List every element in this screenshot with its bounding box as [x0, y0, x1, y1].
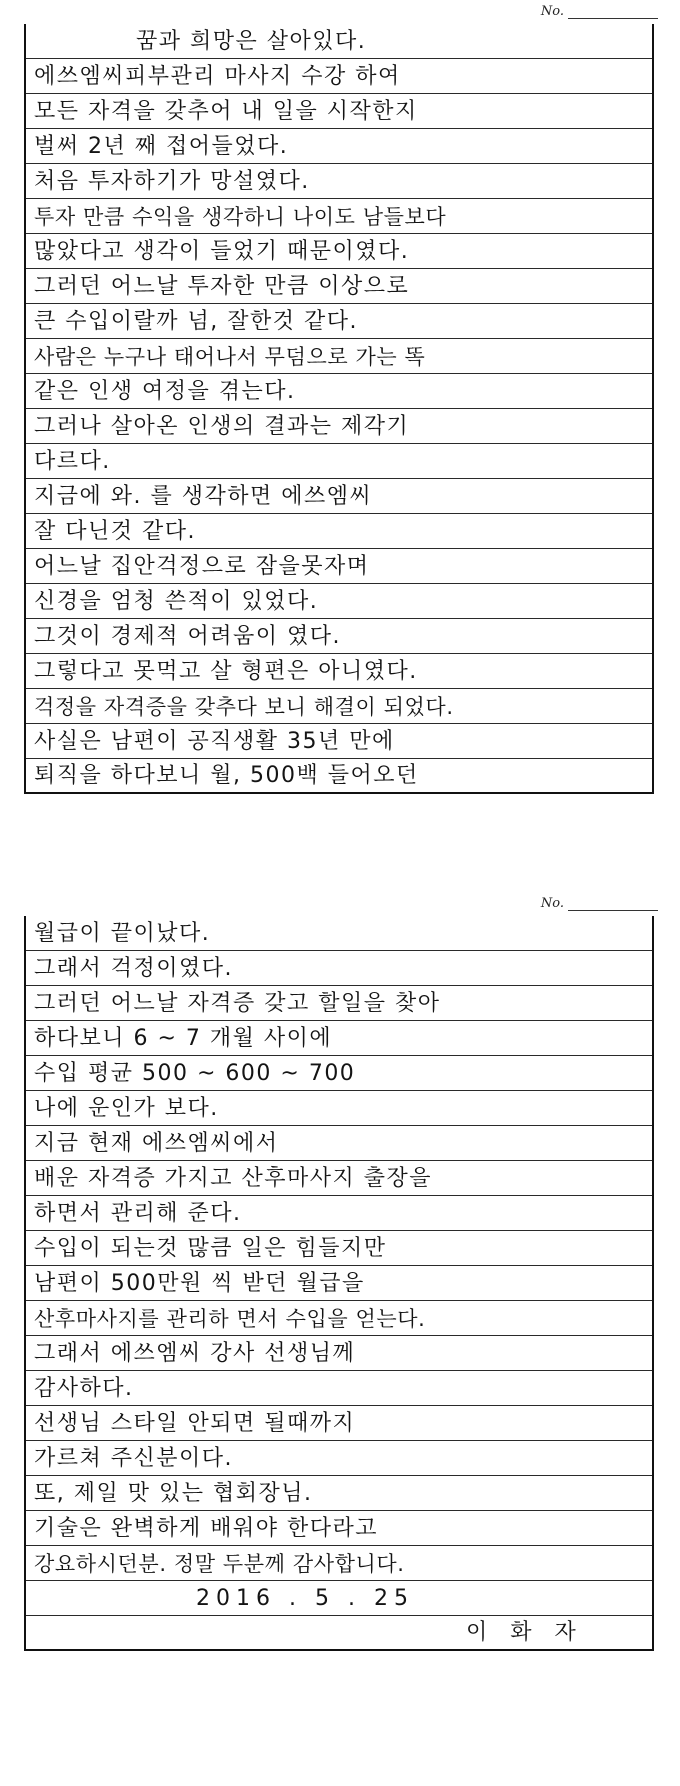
ruled-line — [26, 374, 652, 409]
sheet-2 — [24, 896, 654, 1651]
ruled-line — [26, 514, 652, 549]
ruled-line — [26, 164, 652, 199]
handwritten-line: 그러나 살아온 인생의 결과는 제각기 — [34, 414, 410, 439]
ruled-line — [26, 269, 652, 304]
ruled-line — [26, 1476, 652, 1511]
ruled-line — [26, 1266, 652, 1301]
ruled-line — [26, 199, 652, 234]
ruled-line — [26, 1196, 652, 1231]
handwritten-line: 지금 현재 에쓰엠씨에서 — [34, 1131, 279, 1156]
handwritten-line: 월급이 끝이났다. — [34, 921, 211, 946]
signature-name: 이 화 자 — [466, 1620, 584, 1645]
sheet-number-label: No. — [541, 4, 658, 19]
handwritten-line: 감사하다. — [34, 1376, 134, 1401]
ruled-line — [26, 986, 652, 1021]
handwritten-line: 많았다고 생각이 들었기 때문이였다. — [34, 239, 410, 264]
ruled-line — [26, 654, 652, 689]
ruled-line — [26, 1301, 652, 1336]
handwritten-line: 기술은 완벽하게 배워야 한다라고 — [34, 1516, 379, 1541]
handwritten-line: 에쓰엠씨피부관리 마사지 수강 하여 — [34, 64, 401, 89]
sheet-number-label: No. — [541, 896, 658, 911]
ruled-line — [26, 1056, 652, 1091]
handwritten-line: 모든 자격을 갖추어 내 일을 시작한지 — [34, 99, 418, 124]
handwritten-line: 가르쳐 주신분이다. — [34, 1446, 234, 1471]
handwritten-line: 나에 운인가 보다. — [34, 1096, 219, 1121]
handwritten-line: 산후마사지를 관리하 면서 수입을 얻는다. — [34, 1307, 426, 1331]
handwritten-line: 그러던 어느날 투자한 만큼 이상으로 — [34, 274, 410, 299]
handwritten-line: 배운 자격증 가지고 산후마사지 출장을 — [34, 1166, 433, 1191]
handwritten-line: 사실은 남편이 공직생활 35년 만에 — [34, 729, 395, 754]
handwritten-line: 걱정을 자격증을 갖추다 보니 해결이 되었다. — [34, 695, 454, 719]
handwritten-line: 강요하시던분. 정말 두분께 감사합니다. — [34, 1552, 405, 1576]
handwritten-line: 또, 제일 맛 있는 협회장님. — [34, 1481, 313, 1506]
ruled-line — [26, 444, 652, 479]
handwritten-line: 다르다. — [34, 449, 111, 474]
ruled-line — [26, 1581, 652, 1616]
ruled-line — [26, 409, 652, 444]
ruled-line — [26, 94, 652, 129]
handwritten-line: 처음 투자하기가 망설였다. — [34, 169, 310, 194]
handwritten-line: 퇴직을 하다보니 월, 500백 들어오던 — [34, 763, 419, 788]
ruled-line — [26, 689, 652, 724]
ruled-line — [26, 1511, 652, 1546]
ruled-line — [26, 1616, 652, 1651]
ruled-line — [26, 304, 652, 339]
ruled-line — [26, 1546, 652, 1581]
ruled-line — [26, 339, 652, 374]
ruled-line — [26, 1021, 652, 1056]
ruled-line — [26, 1441, 652, 1476]
ruled-line — [26, 951, 652, 986]
ruled-line — [26, 1091, 652, 1126]
handwritten-line: 벌써 2년 째 접어들었다. — [34, 134, 289, 159]
ruled-line — [26, 916, 652, 951]
handwritten-line: 잘 다닌것 같다. — [34, 519, 196, 544]
handwritten-line: 같은 인생 여정을 겪는다. — [34, 379, 296, 404]
handwritten-line: 큰 수입이랄까 넘, 잘한것 같다. — [34, 309, 358, 334]
ruled-line — [26, 1126, 652, 1161]
handwritten-line: 사람은 누구나 태어나서 무덤으로 가는 똑 — [34, 345, 426, 369]
handwritten-line: 지금에 와. 를 생각하면 에쓰엠씨 — [34, 484, 373, 509]
ruled-line — [26, 24, 652, 59]
essay-title: 꿈과 희망은 살아있다. — [136, 29, 367, 54]
handwritten-line: 투자 만큼 수익을 생각하니 나이도 남들보다 — [34, 205, 447, 229]
handwritten-line: 그렇다고 못먹고 살 형편은 아니였다. — [34, 659, 418, 684]
date-line: 2016 . 5 . 25 — [196, 1586, 414, 1611]
handwritten-line: 수입 평균 500 ~ 600 ~ 700 — [34, 1061, 356, 1086]
ruled-line — [26, 129, 652, 164]
handwritten-line: 하다보니 6 ~ 7 개월 사이에 — [34, 1026, 333, 1051]
ruled-line — [26, 59, 652, 94]
handwritten-line: 선생님 스타일 안되면 될때까지 — [34, 1411, 356, 1436]
handwritten-line: 그것이 경제적 어려움이 였다. — [34, 624, 341, 649]
handwritten-line: 그러던 어느날 자격증 갖고 할일을 찾아 — [34, 991, 441, 1016]
ruled-line — [26, 759, 652, 794]
ruled-line — [26, 1371, 652, 1406]
ruled-line — [26, 619, 652, 654]
ruled-line — [26, 549, 652, 584]
handwritten-line: 어느날 집안걱정으로 잠을못자며 — [34, 554, 370, 579]
handwritten-line: 남편이 500만원 씩 받던 월급을 — [34, 1271, 365, 1296]
handwritten-line: 하면서 관리해 준다. — [34, 1201, 242, 1226]
handwritten-line: 그래서 걱정이였다. — [34, 956, 234, 981]
handwritten-line: 신경을 엄청 쓴적이 있었다. — [34, 589, 319, 614]
handwritten-line: 수입이 되는것 많큼 일은 힘들지만 — [34, 1236, 387, 1261]
ruled-line — [26, 724, 652, 759]
ruled-line — [26, 1161, 652, 1196]
ruled-line — [26, 584, 652, 619]
ruled-line — [26, 234, 652, 269]
ruled-line — [26, 1231, 652, 1266]
sheet-1 — [24, 4, 654, 794]
ruled-line — [26, 1406, 652, 1441]
handwritten-line: 그래서 에쓰엠씨 강사 선생님께 — [34, 1341, 356, 1366]
ruled-line — [26, 1336, 652, 1371]
ruled-line — [26, 479, 652, 514]
